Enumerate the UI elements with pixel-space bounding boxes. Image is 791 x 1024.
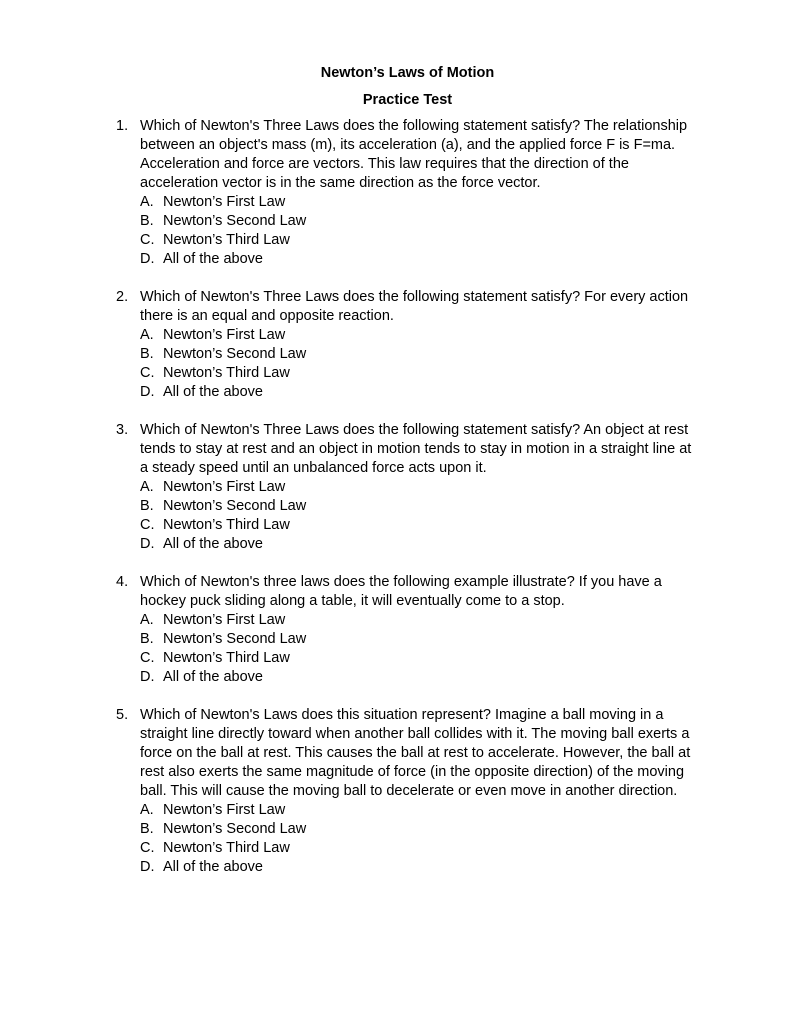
answer-option (140, 649, 695, 668)
option-letter: A. (140, 479, 154, 495)
option-text: All of the above (163, 384, 263, 400)
answer-option (140, 668, 695, 687)
answer-option (140, 630, 695, 649)
question-text: Which of Newton's Three Laws does the following statement satisfy? An object at rest tends to stay at rest and an object in motion tends to stay in motion in a straight line at a steady speed until an unbalanced force acts upon it. (140, 422, 692, 476)
option-letter: A. (140, 194, 154, 210)
option-letter: D. (140, 384, 155, 400)
answer-option (140, 516, 695, 535)
answer-option (140, 497, 695, 516)
answer-option (140, 364, 695, 383)
option-letter: C. (140, 517, 155, 533)
question-5 (116, 706, 695, 877)
option-letter: B. (140, 821, 154, 837)
question-number: 1. (116, 118, 129, 134)
option-letter: D. (140, 251, 155, 267)
question-list (116, 117, 695, 877)
answer-option (140, 611, 695, 630)
answer-options (140, 193, 695, 269)
document-subtitle: Practice Test (362, 92, 453, 108)
option-letter: C. (140, 232, 155, 248)
option-text: All of the above (163, 536, 263, 552)
answer-option (140, 326, 695, 345)
answer-options (140, 478, 695, 554)
question-number: 2. (116, 289, 129, 305)
question-number: 3. (116, 422, 129, 438)
answer-option (140, 535, 695, 554)
answer-option (140, 383, 695, 402)
question-text: Which of Newton's Three Laws does the following statement satisfy? For every action there is an equal and opposite reaction. (140, 289, 689, 324)
option-letter: B. (140, 346, 154, 362)
answer-option (140, 345, 695, 364)
option-letter: A. (140, 802, 154, 818)
answer-option (140, 250, 695, 269)
option-text: Newton’s Third Law (163, 517, 290, 533)
option-letter: C. (140, 650, 155, 666)
option-text: All of the above (163, 859, 263, 875)
option-letter: A. (140, 612, 154, 628)
option-text: Newton’s Second Law (163, 821, 307, 837)
question-1 (116, 117, 695, 269)
answer-option (140, 801, 695, 820)
question-3 (116, 421, 695, 554)
option-text: All of the above (163, 251, 263, 267)
option-text: Newton’s Third Law (163, 365, 290, 381)
option-letter: C. (140, 365, 155, 381)
option-text: Newton’s Third Law (163, 840, 290, 856)
answer-option (140, 193, 695, 212)
question-text: Which of Newton's Three Laws does the following statement satisfy? The relationship between an object's mass (m), its acceleration (a), and the applied force F is F=ma. Acceleration and force are vectors. This law requires that the direction of the acceleration vector is in the same direction as the force vector. (140, 118, 688, 191)
question-4 (116, 573, 695, 687)
option-text: Newton’s Third Law (163, 232, 290, 248)
option-letter: C. (140, 840, 155, 856)
option-letter: A. (140, 327, 154, 343)
answer-option (140, 839, 695, 858)
option-text: Newton’s First Law (163, 479, 286, 495)
option-letter: D. (140, 536, 155, 552)
option-text: Newton’s Third Law (163, 650, 290, 666)
answer-option (140, 231, 695, 250)
option-letter: D. (140, 669, 155, 685)
option-letter: D. (140, 859, 155, 875)
option-text: All of the above (163, 669, 263, 685)
option-text: Newton’s Second Law (163, 213, 307, 229)
question-2 (116, 288, 695, 402)
answer-option (140, 820, 695, 839)
answer-options (140, 326, 695, 402)
question-number: 5. (116, 707, 129, 723)
option-letter: B. (140, 631, 154, 647)
option-text: Newton’s First Law (163, 194, 286, 210)
option-text: Newton’s Second Law (163, 631, 307, 647)
option-text: Newton’s Second Law (163, 346, 307, 362)
option-text: Newton’s First Law (163, 327, 286, 343)
answer-options (140, 801, 695, 877)
answer-options (140, 611, 695, 687)
option-text: Newton’s First Law (163, 612, 286, 628)
question-text: Which of Newton's three laws does the following example illustrate? If you have a hockey puck sliding along a table, it will eventually come to a stop. (140, 574, 662, 609)
option-text: Newton’s Second Law (163, 498, 307, 514)
answer-option (140, 212, 695, 231)
document-title: Newton’s Laws of Motion (320, 65, 495, 81)
question-number: 4. (116, 574, 129, 590)
option-text: Newton’s First Law (163, 802, 286, 818)
option-letter: B. (140, 213, 154, 229)
answer-option (140, 478, 695, 497)
question-text: Which of Newton's Laws does this situation represent? Imagine a ball moving in a straight line directly toward when another ball collides with it. The moving ball exerts a force on the ball at rest. This causes the ball at rest to accelerate. However, the ball at rest also exerts the same magnitude of force (in the opposite direction) of the moving ball. This will cause the moving ball to decelerate or even move in another direction. (140, 707, 691, 799)
answer-option (140, 858, 695, 877)
option-letter: B. (140, 498, 154, 514)
